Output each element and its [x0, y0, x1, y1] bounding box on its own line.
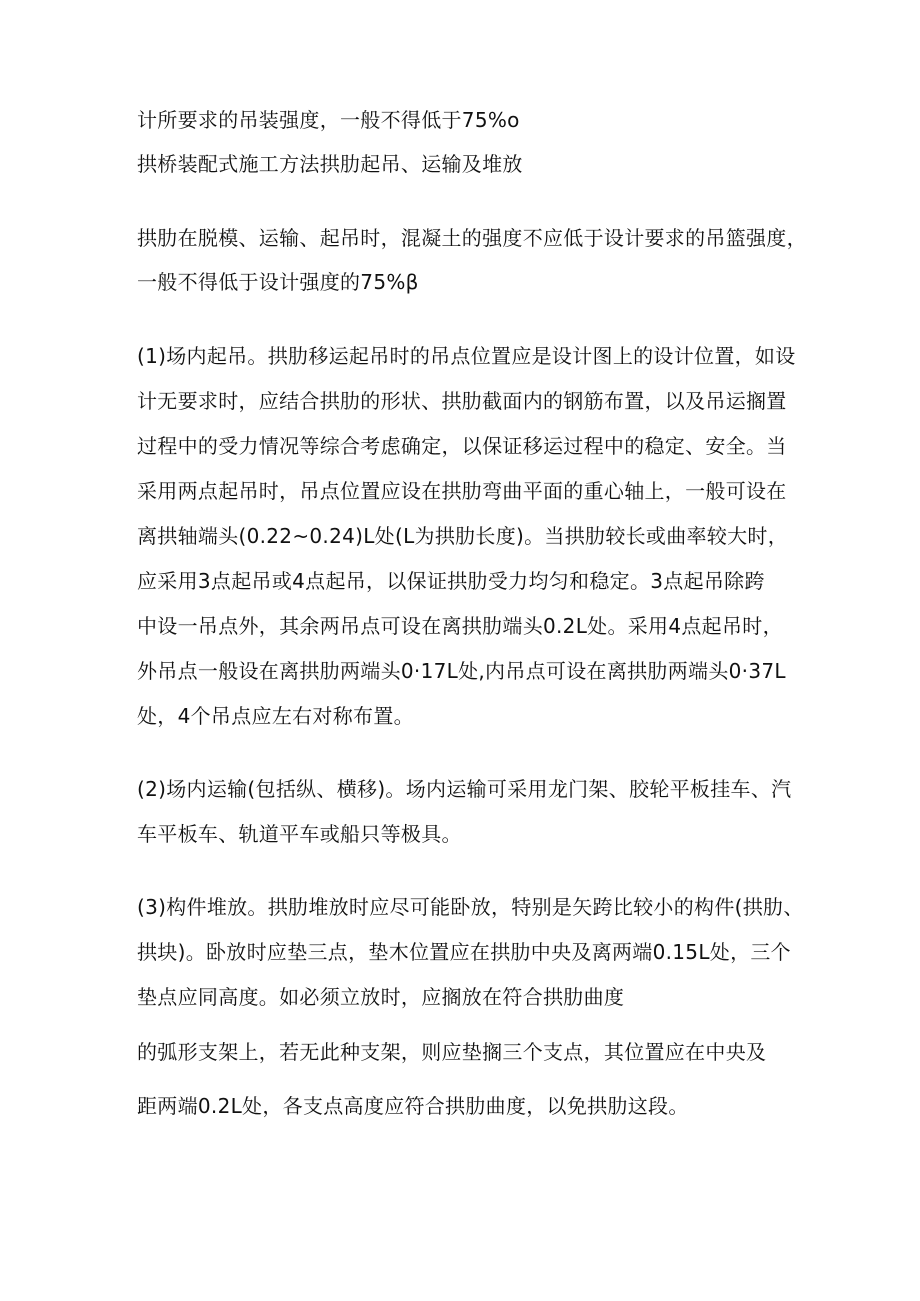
text-line-8: 采用两点起吊时，吊点位置应设在拱肋弯曲平面的重心轴上，一般可设在	[137, 479, 787, 503]
text-line-13: 处，4个吊点应左右对称布置。	[137, 704, 414, 728]
text-line-16: (3)构件堆放。拱肋堆放时应尽可能卧放，特别是矢跨比较小的构件(拱肋、	[137, 895, 804, 919]
text-line-10: 应采用3点起吊或4点起吊，以保证拱肋受力均匀和稳定。3点起吊除跨	[137, 569, 765, 593]
text-line-1: 计所要求的吊装强度，一般不得低于75%o	[137, 108, 520, 132]
text-line-17: 拱块)。卧放时应垫三点，垫木位置应在拱肋中央及离两端0.15L处，三个	[137, 940, 791, 964]
text-line-4: 一般不得低于设计强度的75%β	[137, 270, 419, 294]
text-line-19: 的弧形支架上，若无此种支架，则应垫搁三个支点，其位置应在中央及	[137, 1040, 767, 1064]
text-line-18: 垫点应同高度。如必须立放时，应搁放在符合拱肋曲度	[137, 985, 625, 1009]
text-line-6: 计无要求时，应结合拱肋的形状、拱肋截面内的钢筋布置，以及吊运搁置	[137, 389, 787, 413]
text-line-14: (2)场内运输(包括纵、横移)。场内运输可采用龙门架、胶轮平板挂车、汽	[137, 777, 792, 801]
text-line-5: (1)场内起吊。拱肋移运起吊时的吊点位置应是设计图上的设计位置，如设	[137, 344, 796, 368]
section-heading: 拱桥装配式施工方法拱肋起吊、运输及堆放	[137, 152, 523, 176]
text-line-15: 车平板车、轨道平车或船只等极具。	[137, 822, 462, 846]
text-line-7: 过程中的受力情况等综合考虑确定，以保证移运过程中的稳定、安全。当	[137, 434, 787, 458]
text-line-11: 中设一吊点外，其余两吊点可设在离拱肋端头0.2L处。采用4点起吊时，	[137, 614, 783, 638]
text-line-12: 外吊点一般设在离拱肋两端头0·17L处,内吊点可设在离拱肋两端头0·37L	[137, 659, 786, 683]
text-line-20: 距两端0.2L处，各支点高度应符合拱肋曲度，以免拱肋这段。	[137, 1094, 689, 1118]
text-line-3: 拱肋在脱模、运输、起吊时，混凝土的强度不应低于设计要求的吊篮强度，	[137, 226, 807, 250]
text-line-9: 离拱轴端头(0.22~0.24)L处(L为拱肋长度)。当拱肋较长或曲率较大时，	[137, 524, 789, 548]
